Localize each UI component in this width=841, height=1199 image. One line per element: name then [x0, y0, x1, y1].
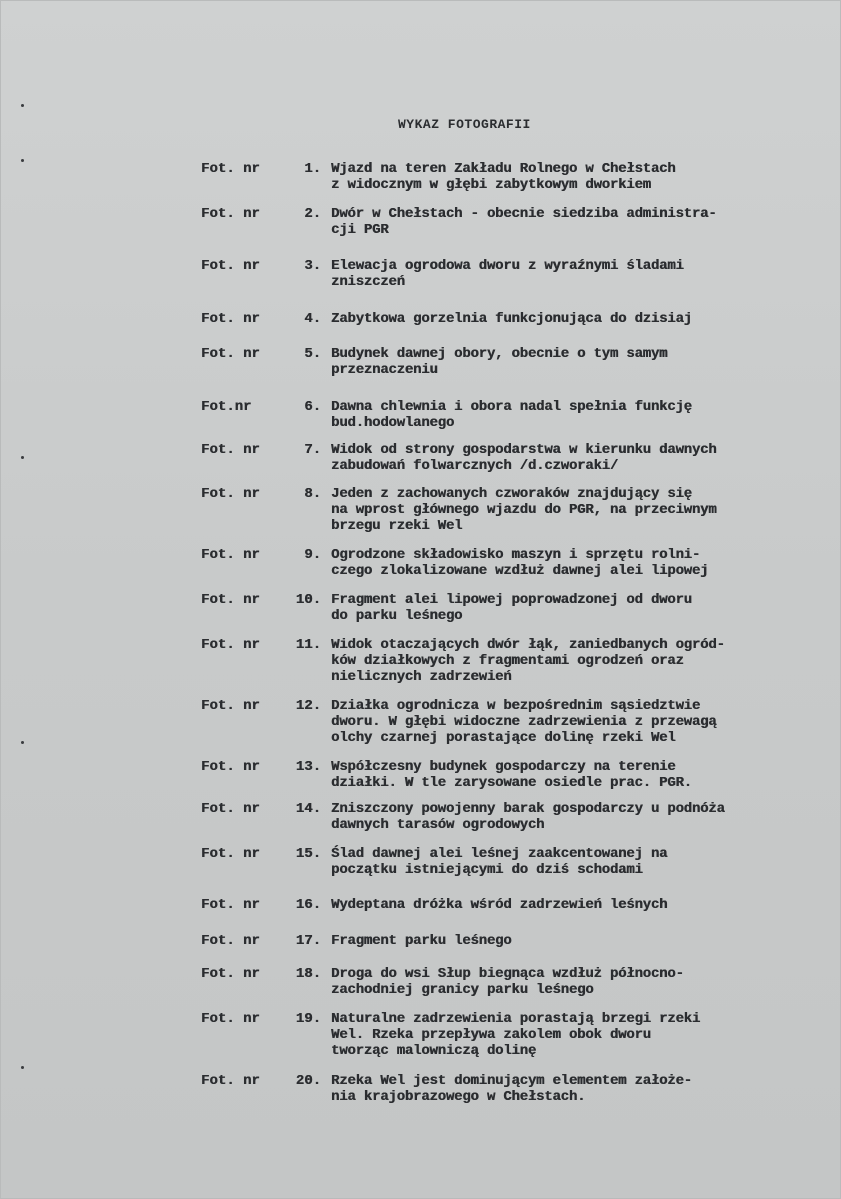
- photo-description: Naturalne zadrzewienia porastają brzegi rzeki Wel. Rzeka przepływa zakolem obok dworu tworząc malowniczą dolinę: [331, 1011, 701, 1059]
- photo-label: Fot. nr: [201, 801, 260, 817]
- photo-description: Współczesny budynek gospodarczy na terenie działki. W tle zarysowane osiedle prac. PGR.: [331, 759, 692, 791]
- photo-label: Fot.nr: [201, 399, 252, 415]
- photo-description: Ogrodzone składowisko maszyn i sprzętu rolni- czego zlokalizowane wzdłuż dawnej alei lipowej: [331, 547, 709, 579]
- photo-number: 1.: [304, 161, 321, 177]
- photo-description: Rzeka Wel jest dominującym elementem założe- nia krajobrazowego w Chełstach.: [331, 1073, 692, 1105]
- photo-number: 16.: [295, 897, 321, 913]
- photo-description: Wydeptana dróżka wśród zadrzewień leśnych: [331, 897, 668, 913]
- punch-hole-mark: [21, 1066, 24, 1069]
- photo-label: Fot. nr: [201, 698, 260, 714]
- photo-number: 17.: [295, 933, 321, 949]
- photo-description: Zabytkowa gorzelnia funkcjonująca do dzisiaj: [331, 311, 692, 327]
- photo-label: Fot. nr: [201, 1073, 260, 1089]
- photo-label: Fot. nr: [201, 311, 260, 327]
- photo-description: Wjazd na teren Zakładu Rolnego w Chełstach z widocznym w głębi zabytkowym dworkiem: [331, 161, 676, 193]
- photo-number: 13.: [295, 759, 321, 775]
- photo-description: Widok od strony gospodarstwa w kierunku dawnych zabudowań folwarcznych /d.czworaki/: [331, 442, 717, 474]
- photo-label: Fot. nr: [201, 346, 260, 362]
- photo-description: Jeden z zachowanych czworaków znajdujący się na wprost głównego wjazdu do PGR, na przeciwnym brzegu rzeki Wel: [331, 486, 717, 534]
- photo-number: 4.: [304, 311, 321, 327]
- photo-description: Dwór w Chełstach - obecnie siedziba administra- cji PGR: [331, 206, 717, 238]
- photo-label: Fot. nr: [201, 486, 260, 502]
- photo-description: Widok otaczających dwór łąk, zaniedbanych ogród- ków działkowych z fragmentami ogrodzeń oraz nielicznych zadrzewień: [331, 637, 725, 685]
- punch-hole-mark: [21, 741, 24, 744]
- photo-description: Fragment alei lipowej poprowadzonej od dworu do parku leśnego: [331, 592, 692, 624]
- photo-label: Fot. nr: [201, 206, 260, 222]
- photo-number: 9.: [304, 547, 321, 563]
- photo-label: Fot. nr: [201, 966, 260, 982]
- document-title: WYKAZ FOTOGRAFII: [398, 117, 531, 132]
- photo-description: Budynek dawnej obory, obecnie o tym samym przeznaczeniu: [331, 346, 668, 378]
- photo-description: Fragment parku leśnego: [331, 933, 512, 949]
- photo-number: 19.: [295, 1011, 321, 1027]
- photo-label: Fot. nr: [201, 161, 260, 177]
- photo-number: 8.: [304, 486, 321, 502]
- photo-number: 18.: [295, 966, 321, 982]
- photo-number: 12.: [295, 698, 321, 714]
- photo-description: Droga do wsi Słup biegnąca wzdłuż północno- zachodniej granicy parku leśnego: [331, 966, 684, 998]
- photo-label: Fot. nr: [201, 846, 260, 862]
- photo-label: Fot. nr: [201, 637, 260, 653]
- punch-hole-mark: [21, 104, 24, 107]
- photo-number: 20.: [295, 1073, 321, 1089]
- photo-label: Fot. nr: [201, 897, 260, 913]
- photo-number: 2.: [304, 206, 321, 222]
- photo-description: Ślad dawnej alei leśnej zaakcentowanej na początku istniejącymi do dziś schodami: [331, 846, 668, 878]
- photo-description: Zniszczony powojenny barak gospodarczy u podnóża dawnych tarasów ogrodowych: [331, 801, 725, 833]
- photo-label: Fot. nr: [201, 933, 260, 949]
- photo-number: 3.: [304, 258, 321, 274]
- photo-label: Fot. nr: [201, 592, 260, 608]
- photo-description: Dawna chlewnia i obora nadal spełnia funkcję bud.hodowlanego: [331, 399, 692, 431]
- photo-number: 15.: [295, 846, 321, 862]
- photo-description: Elewacja ogrodowa dworu z wyraźnymi śladami zniszczeń: [331, 258, 684, 290]
- photo-label: Fot. nr: [201, 547, 260, 563]
- photo-number: 7.: [304, 442, 321, 458]
- photo-label: Fot. nr: [201, 1011, 260, 1027]
- photo-number: 14.: [295, 801, 321, 817]
- photo-number: 6.: [304, 399, 321, 415]
- punch-hole-mark: [21, 159, 24, 162]
- photo-label: Fot. nr: [201, 258, 260, 274]
- photo-number: 10.: [295, 592, 321, 608]
- photo-label: Fot. nr: [201, 759, 260, 775]
- punch-hole-mark: [21, 456, 24, 459]
- photo-description: Działka ogrodnicza w bezpośrednim sąsiedztwie dworu. W głębi widoczne zadrzewienia z przewagą olchy czarnej porastające dolinę rzeki Wel: [331, 698, 717, 746]
- photo-number: 5.: [304, 346, 321, 362]
- photo-label: Fot. nr: [201, 442, 260, 458]
- photo-number: 11.: [295, 637, 321, 653]
